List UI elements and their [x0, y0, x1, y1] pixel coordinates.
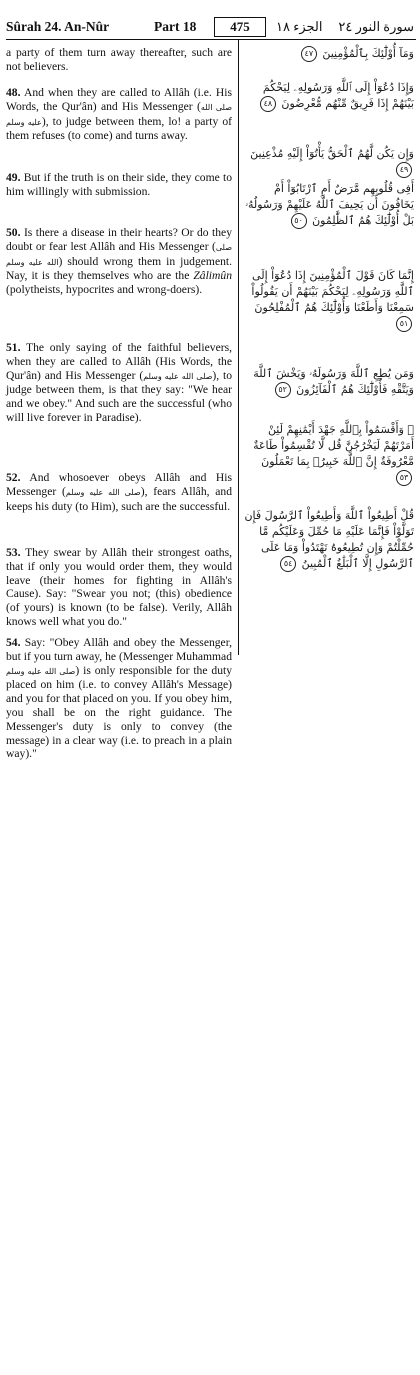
verse-49: [6, 171, 232, 199]
ayah-end-marker: ٤٩: [396, 162, 412, 178]
arabic-verse-53: [244, 422, 414, 486]
verse-text: ) should wrong them in judgement. Nay, it is they themselves who are the: [6, 254, 233, 283]
arabic-text: قُلْ أَطِيعُواْ ٱللَّهَ وَأَطِيعُواْ ٱلرَّسُولَ فَإِن تَوَلَّوْاْ فَإِنَّمَا عَلَيْهِ مَا حُمِّلَ وَعَلَيْكُم مَّا حُمِّلْتُمْ وَإِن تُطِيعُوهُ تَهْتَدُواْ وَمَا عَلَى ٱلرَّسُولِ إِلَّا ٱلْبَلَٰغُ ٱلْمُبِينُ: [244, 509, 414, 570]
verse-number: 52.: [6, 471, 21, 484]
verse-number: 48.: [6, 86, 21, 99]
verse-text: Say: "Obey Allâh and obey the Messenger, but if you turn away, he (Messenger Muhammad: [6, 636, 232, 663]
salutation-mark: صلى الله عليه وسلم: [143, 371, 213, 381]
ayah-end-marker: ٥٢: [275, 382, 291, 398]
surah-title-ar: سورة النور ٢٤: [338, 19, 414, 34]
arabic-verse-49: [244, 146, 414, 178]
verse-text: But if the truth is on their side, they come to him willingly with submission.: [6, 171, 232, 198]
verse-48: [6, 86, 232, 143]
ayah-end-marker: ٥٣: [396, 470, 412, 486]
verse-text: ) is only responsible for the duty placed on him (i.e. to convey Allâh's Message) and you for that placed on you. If you obey him, you shall be on the right guidance. The Messenger's duty is only to convey (the message) in a clear way (i.e. to preach in a plain way).": [6, 663, 233, 761]
surah-title-en: Sûrah 24. An-Nûr: [6, 19, 110, 34]
juz-label-ar: الجزء ١٨: [276, 19, 323, 34]
verse-text: ), fears Allâh, and keeps his duty (to Him), such are the successful.: [6, 484, 232, 513]
arabic-text: وَإِن يَكُن لَّهُمُ ٱلْحَقُّ يَأْتُوٓاْ إِلَيْهِ مُذْعِنِينَ: [250, 147, 414, 160]
arabic-text: وَمَن يُطِعِ ٱللَّهَ وَرَسُولَهُۥ وَيَخْشَ ٱللَّهَ وَيَتَّقْهِ فَأُوْلَٰٓئِكَ هُمُ ٱلْفَآئِزُونَ: [253, 367, 414, 396]
arabic-verse-52: [244, 366, 414, 398]
ayah-end-marker: ٥٤: [280, 556, 296, 572]
verse-number: 53.: [6, 546, 21, 559]
arabic-text: أَفِى قُلُوبِهِم مَّرَضٌ أَمِ ٱرْتَابُوٓاْ أَمْ يَخَافُونَ أَن يَحِيفَ ٱللَّهُ عَلَيْهِمْ وَرَسُولُهُۥ بَلْ أُوْلَٰٓئِكَ هُمُ ٱلظَّٰلِمُونَ: [245, 182, 414, 227]
ayah-end-marker: ٤٨: [260, 96, 276, 112]
salutation-mark: صلى الله عليه وسلم: [65, 487, 141, 497]
arabic-text: وَمَآ أُوْلَٰٓئِكَ بِٱلْمُؤْمِنِينَ: [322, 47, 414, 60]
ayah-end-marker: ٤٧: [301, 46, 317, 62]
verse-term: Zâlimûn: [193, 269, 232, 283]
verse-53: [6, 546, 232, 629]
arabic-verse-51: [244, 268, 414, 332]
salutation-mark: صلى الله عليه وسلم: [6, 102, 232, 127]
verse-50: [6, 226, 232, 297]
verse-47-continuation: [6, 46, 232, 74]
verse-text: (polytheists, hypocrites and wrong-doers).: [6, 283, 203, 297]
verse-number: 49.: [6, 171, 21, 184]
verse-text: And when they are called to Allâh (i.e. His Words, the Qur'ân) and His Messenger (: [6, 86, 232, 113]
ayah-end-marker: ٥٠: [291, 213, 307, 229]
arabic-verse-54: [244, 508, 414, 572]
verse-52: [6, 471, 232, 513]
part-label: Part 18: [154, 19, 197, 34]
verse-number: 50.: [6, 226, 21, 239]
verse-54: [6, 636, 232, 761]
arabic-verse-48: [244, 80, 414, 112]
arabic-verse-50: [244, 181, 414, 229]
column-divider: [238, 40, 239, 655]
verse-text: ), to judge between them, is that they say: "We hear and we obey." And such are the successful (who will live forever in Paradise).: [6, 368, 233, 424]
verse-text: The only saying of the faithful believers, when they are called to Allâh (His Words, the Qur'ân) and His Messenger (: [6, 341, 232, 382]
salutation-mark: صلى الله عليه وسلم: [6, 242, 232, 267]
verse-number: 54.: [6, 636, 21, 649]
ayah-end-marker: ٥١: [396, 316, 412, 332]
verse-text: And whosoever obeys Allâh and His Messenger (: [6, 471, 232, 498]
arabic-text: وَإِذَا دُعُوٓاْ إِلَى ٱللَّهِ وَرَسُولِهِۦ لِيَحْكُمَ بَيْنَهُمْ إِذَا فَرِيقٌ مِّنْهُم مُّعْرِضُونَ: [262, 81, 414, 110]
verse-text: They swear by Allâh their strongest oaths, that if only you would order them, they would leave (their homes for fighting in Allâh's Cause). Say: "Swear you not; (this) obedience (of yours) is known (to be false). Verily, Allâh knows well what you do.": [6, 546, 232, 628]
verse-number: 51.: [6, 341, 21, 354]
verse-text: ), to judge between them, lo! a party of them refuses (to come) and turns away.: [6, 114, 232, 143]
verse-text: Is there a disease in their hearts? Or do they doubt or fear lest Allâh and His Messenger (: [6, 226, 232, 253]
salutation-mark: صلى الله عليه وسلم: [6, 666, 76, 676]
arabic-text: ۞ وَأَقْسَمُواْ بِٱللَّهِ جَهْدَ أَيْمَٰنِهِمْ لَئِنْ أَمَرْتَهُمْ لَيَخْرُجُنَّ قُل لَّا تُقْسِمُواْ طَاعَةٌ مَّعْرُوفَةٌ إِنَّ ٱللَّهَ خَبِيرُۢ بِمَا تَعْمَلُونَ: [253, 423, 414, 468]
verse-text: a party of them turn away thereafter, such are not believers.: [6, 46, 232, 73]
arabic-text: إِنَّمَا كَانَ قَوْلَ ٱلْمُؤْمِنِينَ إِذَا دُعُوٓاْ إِلَى ٱللَّهِ وَرَسُولِهِۦ لِيَحْكُمَ بَيْنَهُمْ أَن يَقُولُواْ سَمِعْنَا وَأَطَعْنَا وَأُوْلَٰٓئِكَ هُمُ ٱلْمُفْلِحُونَ: [251, 269, 414, 314]
verse-51: [6, 341, 232, 425]
arabic-verse-47: [244, 46, 414, 62]
header-divider: [6, 39, 416, 40]
page-header: [6, 17, 416, 39]
page-number: 475: [214, 17, 266, 37]
